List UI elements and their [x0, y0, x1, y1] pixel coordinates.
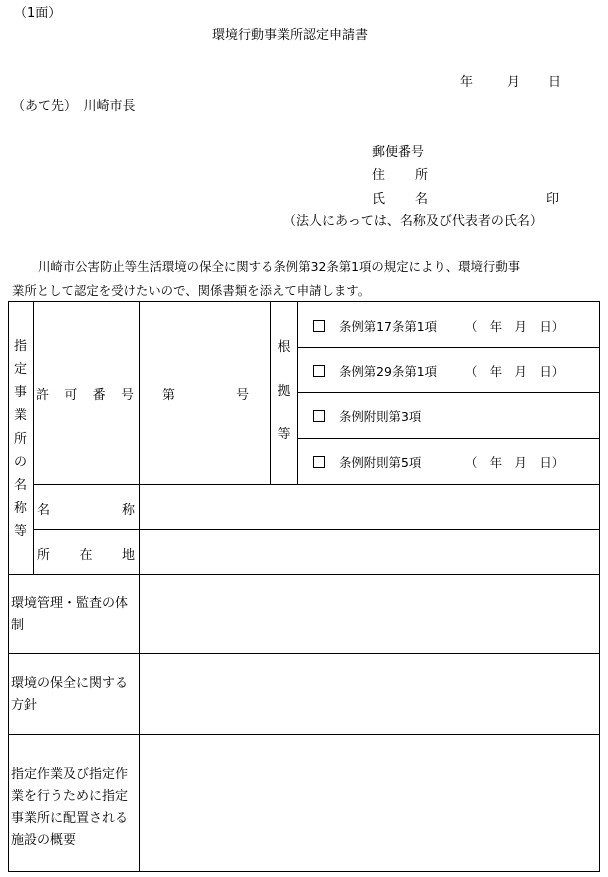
basis-divider — [297, 438, 600, 439]
addressee: （あて先） 川崎市長 — [12, 99, 136, 114]
page-label: （1面） — [14, 6, 62, 21]
management-system-field[interactable] — [141, 576, 598, 652]
basis-option-supp3[interactable]: 条例附則第3項 — [313, 407, 421, 425]
date-month: 月 — [507, 75, 521, 90]
checkbox[interactable] — [313, 456, 325, 468]
facility-overview-label: 指定作業及び指定作業を行うために指定事業所に配置される施設の概要 — [11, 767, 129, 848]
row-divider — [8, 734, 600, 735]
basis-option-29-date: （ 年 月 日） — [465, 364, 565, 379]
office-location-field[interactable] — [141, 531, 598, 573]
col-divider — [139, 301, 140, 872]
checkbox[interactable] — [313, 365, 325, 377]
checkbox[interactable] — [313, 410, 325, 422]
name-label: 氏 名 — [372, 192, 428, 207]
date-day: 日 — [548, 75, 562, 90]
designated-office-label: 指 定 事 業 所 の 名 称 等 — [13, 339, 27, 539]
basis-option-17-date: （ 年 月 日） — [465, 319, 565, 334]
body-line-2: 業所として認定を受けたいので、関係書類を添えて申請します。 — [12, 283, 371, 298]
row-divider — [8, 653, 600, 654]
col-divider — [33, 301, 34, 574]
row-divider — [33, 529, 600, 530]
office-location-label: 所 在 地 — [37, 548, 135, 563]
corporate-note: （法人にあっては、名称及び代表者の氏名） — [283, 214, 543, 229]
permit-number-suffix: 号 — [236, 388, 250, 403]
basis-divider — [297, 392, 600, 393]
permit-number-prefix: 第 — [162, 388, 176, 403]
basis-option-17[interactable]: 条例第17条第1項 — [313, 317, 437, 335]
basis-divider — [297, 347, 600, 348]
row-divider — [33, 484, 600, 485]
checkbox[interactable] — [313, 320, 325, 332]
row-divider — [8, 574, 600, 575]
address-label: 住 所 — [372, 168, 428, 183]
basis-option-supp5-date: （ 年 月 日） — [465, 455, 565, 470]
environmental-policy-label: 環境の保全に関する方針 — [11, 676, 129, 713]
basis-label: 根 拠 等 — [277, 340, 291, 442]
environmental-policy-field[interactable] — [141, 655, 598, 733]
office-name-field[interactable] — [141, 486, 598, 528]
col-divider — [297, 301, 298, 484]
office-name-label: 名 称 — [37, 503, 135, 518]
seal-mark: 印 — [546, 192, 560, 207]
body-line-1: 川崎市公害防止等生活環境の保全に関する条例第32条第1項の規定により、環境行動事 — [38, 259, 521, 274]
basis-option-supp5[interactable]: 条例附則第5項 — [313, 453, 421, 471]
document-title: 環境行動事業所認定申請書 — [212, 28, 369, 43]
management-system-label: 環境管理・監査の体制 — [11, 596, 129, 633]
date-year: 年 — [460, 75, 474, 90]
facility-overview-field[interactable] — [141, 736, 598, 870]
permit-number-label: 許 可 番 号 — [36, 388, 134, 403]
postal-code-label: 郵便番号 — [372, 145, 425, 160]
col-divider — [270, 301, 271, 484]
basis-option-29[interactable]: 条例第29条第1項 — [313, 362, 437, 380]
